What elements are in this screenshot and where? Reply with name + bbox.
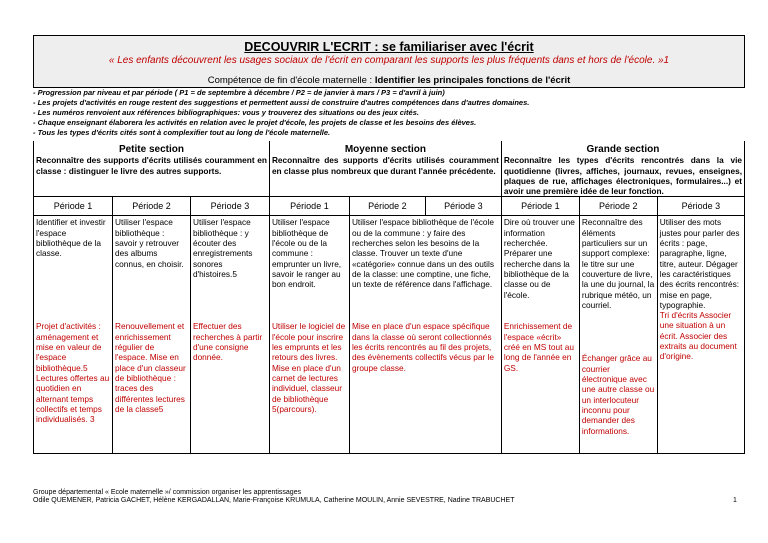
objective-text: Reconnaître des éléments particuliers sur un support complexe: le titre sur une couverture de livre, la une du journal, la rubrique météo, un courriel. xyxy=(581,217,655,310)
activity-text: Renouvellement et enrichissement régulier de l'espace. Mise en place d'un classeur de bibliothèque : traces des différentes lectures de la classe5 xyxy=(114,321,186,414)
note: - Progression par niveau et par période ( P1 = de septembre à décembre / P2 = de janvier à mars / P3 = d'avril à juin) xyxy=(33,88,445,97)
cell-gs-p1 xyxy=(501,216,579,454)
competence-banner xyxy=(33,75,745,88)
cell-ps-p3 xyxy=(190,216,269,454)
period-header: Période 1 xyxy=(34,197,113,216)
title-box xyxy=(33,35,745,76)
objective-text: Utiliser l'espace bibliothèque de l'école ou de la commune : y faire des recherches selon les besoins de la classe. Trouver un texte d'une «catégorie» connue dans un des outils de la classe: une comptine, une fiche, un texte de référence dans l'affichage. xyxy=(351,217,495,290)
objective-text: Identifier et investir l'espace bibliothèque de la classe. xyxy=(36,217,106,259)
section-title: Petite section xyxy=(118,144,184,155)
objective-text: Dire où trouver une information recherchée. Préparer une recherche dans la bibliothèque de la classe ou de l'école. xyxy=(503,217,575,300)
note: - Les projets d'activités en rouge restent des suggestions et permettent aussi de construire d'autres compétences dans d'autres domaines. xyxy=(33,98,530,107)
section-title: Grande section xyxy=(586,144,660,155)
section-header-row xyxy=(34,141,745,197)
period-header: Période 1 xyxy=(501,197,579,216)
objective-text: Utiliser l'espace bibliothèque : savoir y retrouver des albums connus, en choisir. xyxy=(114,217,184,269)
cell-gs-p2 xyxy=(579,216,657,454)
competence-prefix: Compétence de fin d'école maternelle : xyxy=(207,75,375,86)
period-header: Période 1 xyxy=(269,197,349,216)
section-moyenne xyxy=(269,141,501,197)
section-desc: Reconnaître des supports d'écrits utilisés couramment en classe plus nombreux que durant l'année précédente. xyxy=(271,155,499,176)
document-page xyxy=(33,35,745,487)
period-header: Période 3 xyxy=(657,197,744,216)
activity-text: Projet d'activités : aménagement et mise en valeur de l'espace bibliothèque.5 Lectures offertes au quotidien en alternant temps collectifs et temps individualisés. 3 xyxy=(36,321,110,425)
cell-ps-p1 xyxy=(34,216,113,454)
footer-line: Groupe départemental « Ecole maternelle »/ commission organiser les apprentissages xyxy=(33,489,302,496)
period-row xyxy=(34,197,745,216)
cell-ps-p2 xyxy=(112,216,190,454)
activity-text: Effectuer des recherches à partir d'une consigne donnée. xyxy=(192,321,263,363)
section-desc: Reconnaître des supports d'écrits utilisés couramment en classe : distinguer le livre des autres supports. xyxy=(36,155,267,176)
note: - Tous les types d'écrits cités sont à complexifier tout au long de l'école maternelle. xyxy=(33,128,331,137)
cell-ms-p2-p3 xyxy=(349,216,501,454)
objective-text: Utiliser l'espace bibliothèque : y écouter des enregistrements sonores d'histoires.5 xyxy=(192,217,253,279)
activity-text: Mise en place d'un espace spécifique dans la classe où seront collectionnés les écrits rencontrés au fil des projets, des évènements collectifs vécus par le groupe classe. xyxy=(351,321,494,373)
section-grande xyxy=(501,141,744,197)
activity-text: Échanger grâce au courrier électronique avec une autre classe ou un interlocuteur inconnu pour demander des informations. xyxy=(581,353,655,436)
page-subtitle: « Les enfants découvrent les usages sociaux de l'écrit en comparant les supports les plus fréquents dans et hors de l'école. »1 xyxy=(108,55,670,66)
page-title: DECOUVRIR L'ECRIT : se familiariser avec l'écrit xyxy=(244,40,534,54)
note: - Chaque enseignant élaborera les activités en relation avec le projet d'école, les projets de classe et les besoins des élèves. xyxy=(33,118,477,127)
note: - Les numéros renvoient aux références bibliographiques: vous y trouverez des situations ou des jeux cités. xyxy=(33,108,419,117)
period-header: Période 2 xyxy=(579,197,657,216)
activity-text: Enrichissement de l'espace «écrit» créé en MS tout au long de l'année en GS. xyxy=(503,321,574,373)
period-header: Période 2 xyxy=(112,197,190,216)
activity-text: Utiliser le logiciel de l'école pour inscrire les emprunts et les retours des livres. Mise en place d'un carnet de lectures individuel, classeur de bibliothèque 5(parcours). xyxy=(271,321,346,414)
footer-line: Odile QUEMENER, Patricia GACHET, Hélène KERGADALLAN, Marie-Françoise KRUMULA, Catherine MOULIN, Annie SEVESTRE, Nadine TRABUCHET xyxy=(33,497,515,504)
page-number: 1 xyxy=(733,497,737,504)
period-header: Période 2 xyxy=(349,197,425,216)
cell-gs-p3 xyxy=(657,216,744,454)
footer xyxy=(33,489,514,505)
cell-ms-p1 xyxy=(269,216,349,454)
section-desc: Reconnaître les types d'écrits rencontrés dans la vie quotidienne (livres, affiches, journaux, revues, enseignes, plaques de rue, affichages électroniques, formulaires...) et avoir une première idée de leur fonction. xyxy=(503,155,742,197)
section-title: Moyenne section xyxy=(344,144,426,155)
period-header: Période 3 xyxy=(425,197,501,216)
competence-label: Identifier les principales fonctions de l'écrit xyxy=(374,75,571,86)
progression-table xyxy=(33,141,745,454)
section-petite xyxy=(34,141,270,197)
notes-list xyxy=(33,88,745,138)
activity-text: Tri d'écrits Associer une situation à un écrit. Associer des extraits au document d'origine. xyxy=(659,310,737,362)
content-row xyxy=(34,216,745,454)
period-header: Période 3 xyxy=(190,197,269,216)
objective-text: Utiliser des mots justes pour parler des écrits : page, paragraphe, ligne, titre, auteur. Dégager les caractéristiques des écrits rencontrés: mise en page, typographie. xyxy=(659,217,740,310)
objective-text: Utiliser l'espace bibliothèque de l'école ou de la commune : emprunter un livre, savoir le ranger au bon endroit. xyxy=(271,217,342,290)
